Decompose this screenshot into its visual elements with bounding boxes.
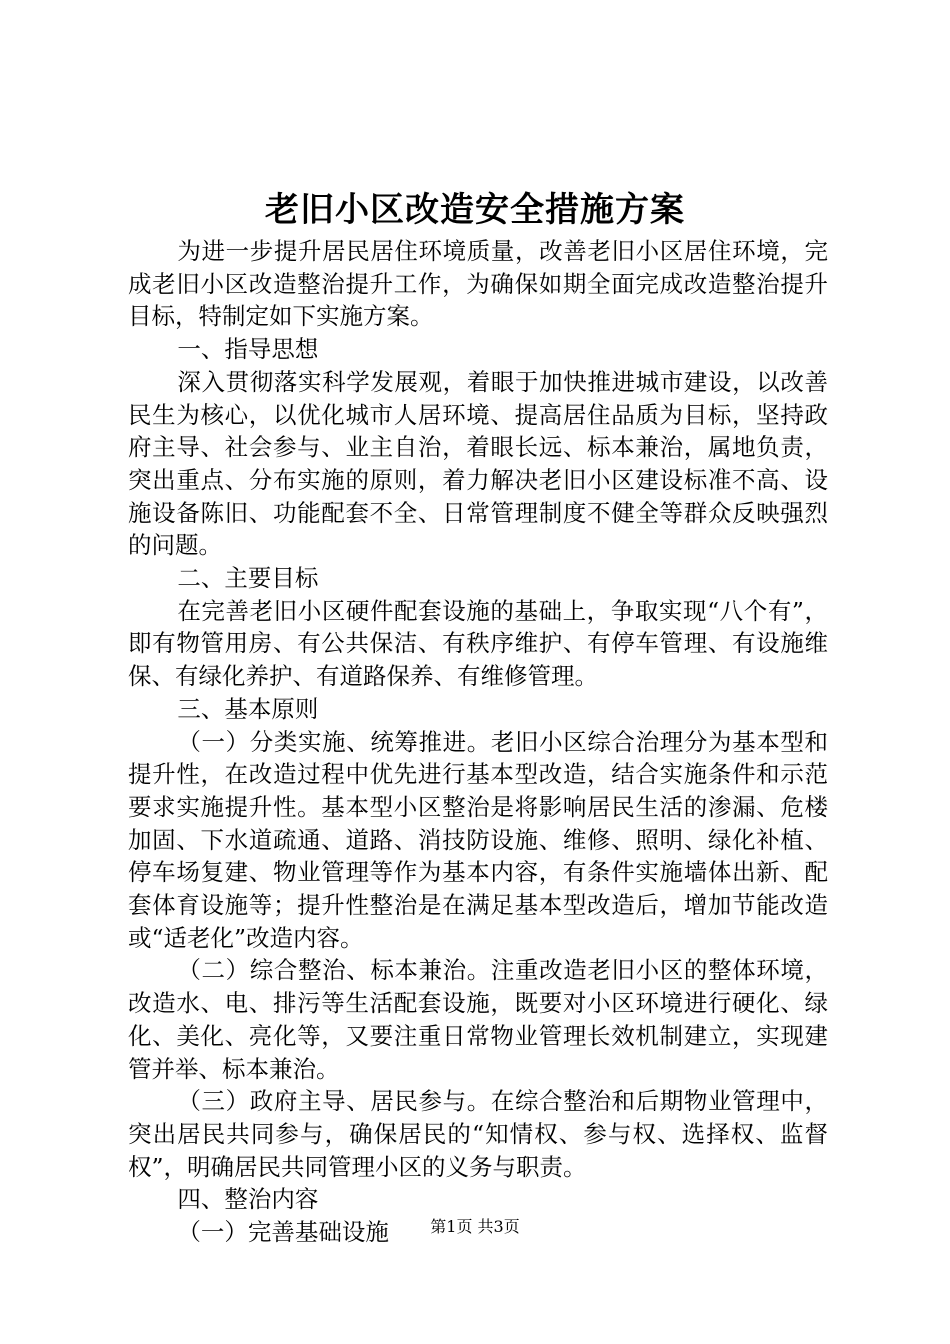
section-heading-1: 一、指导思想 bbox=[177, 335, 319, 364]
paragraph-principle-3: （三）政府主导、居民参与。在综合整治和后期物业管理中，突出居民共同参与，确保居民的“知情权、参与权、选择权、监督权”，明确居民共同管理小区的义务与职责。 bbox=[128, 1087, 828, 1181]
page-number-footer: 第1页 共3页 bbox=[430, 1217, 520, 1236]
page-title: 老旧小区改造安全措施方案 bbox=[265, 190, 685, 230]
paragraph-principle-2: （二）综合整治、标本兼治。注重改造老旧小区的整体环境，改造水、电、排污等生活配套设施，既要对小区环境进行硬化、绿化、美化、亮化等，又要注重日常物业管理长效机制建立，实现建管并举、标本兼治。 bbox=[128, 956, 828, 1083]
section-heading-4: 四、整治内容 bbox=[177, 1185, 319, 1214]
subsection-heading-1: （一）完善基础设施 bbox=[177, 1218, 389, 1247]
paragraph-principle-1: （一）分类实施、统筹推进。老旧小区综合治理分为基本型和提升性，在改造过程中优先进行基本型改造，结合实施条件和示范要求实施提升性。基本型小区整治是将影响居民生活的渗漏、危楼加固、下水道疏通、道路、消技防设施、维修、照明、绿化补植、停车场复建、物业管理等作为基本内容，有条件实施墙体出新、配套体育设施等；提升性整治是在满足基本型改造后，增加节能改造或“适老化”改造内容。 bbox=[128, 727, 828, 952]
paragraph-main-goal: 在完善老旧小区硬件配套设施的基础上，争取实现“八个有”，即有物管用房、有公共保洁、有秩序维护、有停车管理、有设施维保、有绿化养护、有道路保养、有维修管理。 bbox=[128, 596, 828, 691]
section-heading-2: 二、主要目标 bbox=[177, 564, 319, 593]
document-body bbox=[128, 235, 828, 1249]
paragraph-guiding-thought: 深入贯彻落实科学发展观，着眼于加快推进城市建设，以改善民生为核心，以优化城市人居环境、提高居住品质为目标，坚持政府主导、社会参与、业主自治，着眼长远、标本兼治，属地负责，突出重点、分布实施的原则，着力解决老旧小区建设标准不高、设施设备陈旧、功能配套不全、日常管理制度不健全等群众反映强烈的问题。 bbox=[128, 367, 828, 560]
paragraph-intro: 为进一步提升居民居住环境质量，改善老旧小区居住环境，完成老旧小区改造整治提升工作，为确保如期全面完成改造整治提升目标，特制定如下实施方案。 bbox=[128, 237, 828, 331]
section-heading-3: 三、基本原则 bbox=[177, 694, 319, 723]
